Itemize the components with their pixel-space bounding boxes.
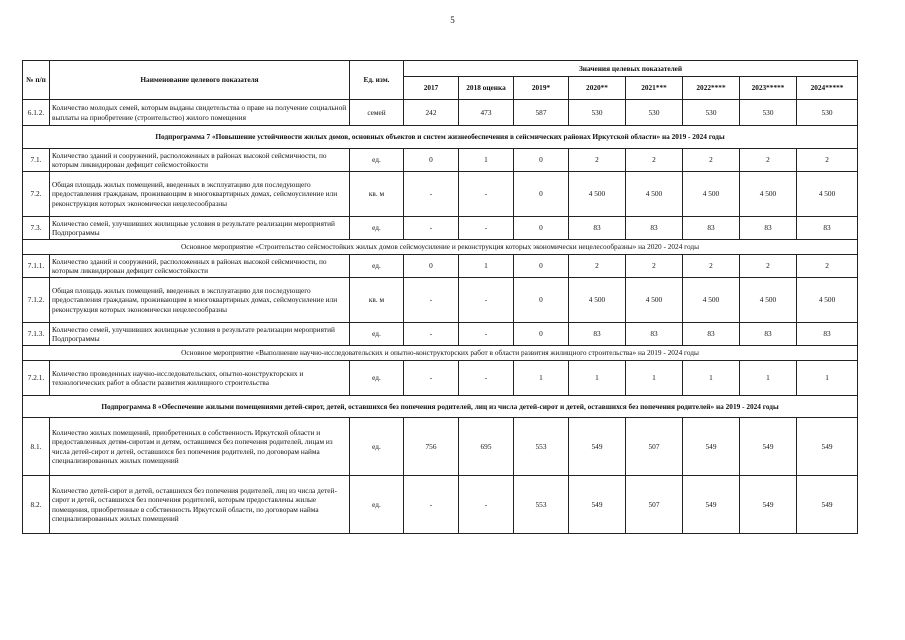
- unit-cell: ед.: [350, 418, 404, 476]
- header-year: 2018 оценка: [459, 77, 514, 100]
- table-row: [23, 323, 858, 346]
- indicator-name: Общая площадь жилых помещений, введенных в эксплуатацию для последующего предоставления гражданам, проживающим в многоквартирных домах, сейсмоусиление или реконструкция которых экономически нецелесообразны: [50, 172, 350, 217]
- value-cell: 1: [459, 149, 514, 172]
- value-cell: 549: [569, 418, 626, 476]
- table-row: [23, 418, 858, 476]
- row-number: 7.1.2.: [23, 278, 50, 323]
- value-cell: 4 500: [569, 278, 626, 323]
- value-cell: 242: [404, 100, 459, 126]
- row-number: 8.2.: [23, 476, 50, 534]
- value-cell: 2: [797, 255, 858, 278]
- value-cell: 530: [683, 100, 740, 126]
- value-cell: 4 500: [626, 172, 683, 217]
- row-number: 7.1.: [23, 149, 50, 172]
- value-cell: 549: [740, 476, 797, 534]
- value-cell: 4 500: [740, 172, 797, 217]
- value-cell: 2: [683, 149, 740, 172]
- value-cell: 2: [740, 149, 797, 172]
- value-cell: 4 500: [626, 278, 683, 323]
- value-cell: 507: [626, 476, 683, 534]
- value-cell: 1: [626, 361, 683, 396]
- table-row: [23, 172, 858, 217]
- value-cell: 0: [404, 149, 459, 172]
- value-cell: 530: [797, 100, 858, 126]
- activity-title: Основное мероприятие «Выполнение научно-исследовательских и опытно-конструкторских работ в области развития жилищного строительства» на 2019 - 2024 годы: [23, 346, 858, 361]
- activity-row: [23, 346, 858, 361]
- unit-cell: ед.: [350, 217, 404, 240]
- header-number: № п/п: [23, 61, 50, 100]
- value-cell: -: [459, 361, 514, 396]
- indicator-name: Количество молодых семей, которым выданы свидетельства о праве на получение социальной выплаты на приобретение (строительство) жилого помещения: [50, 100, 350, 126]
- value-cell: -: [404, 323, 459, 346]
- value-cell: 2: [683, 255, 740, 278]
- value-cell: 2: [626, 255, 683, 278]
- value-cell: 530: [740, 100, 797, 126]
- value-cell: 83: [569, 323, 626, 346]
- table-row: [23, 476, 858, 534]
- indicator-name: Количество жилых помещений, приобретенных в собственность Иркутской области и предоставленных детям-сиротам и детям, оставшимся без попечения родителей, лицам из числа детей-сирот и детей, оставшихся без попечения родителей, по договорам найма специализированных жилых помещений: [50, 418, 350, 476]
- unit-cell: кв. м: [350, 278, 404, 323]
- value-cell: 549: [683, 476, 740, 534]
- value-cell: 0: [514, 255, 569, 278]
- header-year: 2022****: [683, 77, 740, 100]
- indicator-name: Количество зданий и сооружений, расположенных в районах высокой сейсмичности, по которым ликвидирован дефицит сейсмостойкости: [50, 255, 350, 278]
- header-year: 2021***: [626, 77, 683, 100]
- value-cell: 0: [514, 172, 569, 217]
- value-cell: -: [459, 323, 514, 346]
- value-cell: 530: [569, 100, 626, 126]
- value-cell: 1: [569, 361, 626, 396]
- value-cell: 695: [459, 418, 514, 476]
- value-cell: 1: [459, 255, 514, 278]
- header-year: 2023*****: [740, 77, 797, 100]
- indicator-name: Количество зданий и сооружений, расположенных в районах высокой сейсмичности, по которым ликвидирован дефицит сейсмостойкости: [50, 149, 350, 172]
- header-year: 2017: [404, 77, 459, 100]
- value-cell: 1: [797, 361, 858, 396]
- value-cell: 1: [514, 361, 569, 396]
- value-cell: 2: [569, 149, 626, 172]
- header-values-group: Значения целевых показателей: [404, 61, 858, 77]
- value-cell: 549: [797, 476, 858, 534]
- subprogram-title: Подпрограмма 8 «Обеспечение жилыми помещениями детей-сирот, детей, оставшихся без попечения родителей, лиц из числа детей-сирот и детей, оставшихся без попечения родителей» на 2019 - 2024 годы: [23, 396, 858, 418]
- value-cell: 2: [626, 149, 683, 172]
- value-cell: 83: [797, 217, 858, 240]
- value-cell: 2: [740, 255, 797, 278]
- value-cell: 553: [514, 418, 569, 476]
- unit-cell: кв. м: [350, 172, 404, 217]
- row-number: 7.2.: [23, 172, 50, 217]
- row-number: 7.2.1.: [23, 361, 50, 396]
- value-cell: 0: [514, 149, 569, 172]
- value-cell: 553: [514, 476, 569, 534]
- row-number: 6.1.2.: [23, 100, 50, 126]
- table-row: [23, 255, 858, 278]
- value-cell: -: [459, 476, 514, 534]
- value-cell: 756: [404, 418, 459, 476]
- value-cell: 2: [569, 255, 626, 278]
- subprogram-title: Подпрограмма 7 «Повышение устойчивости жилых домов, основных объектов и систем жизнеобеспечения в сейсмических районах Иркутской области» на 2019 - 2024 годы: [23, 126, 858, 149]
- value-cell: 0: [514, 217, 569, 240]
- value-cell: 83: [683, 217, 740, 240]
- table-row: [23, 361, 858, 396]
- value-cell: 530: [626, 100, 683, 126]
- value-cell: 83: [626, 217, 683, 240]
- value-cell: 1: [683, 361, 740, 396]
- value-cell: 83: [626, 323, 683, 346]
- value-cell: -: [404, 476, 459, 534]
- table-row: [23, 149, 858, 172]
- row-number: 8.1.: [23, 418, 50, 476]
- value-cell: -: [459, 172, 514, 217]
- activity-row: [23, 240, 858, 255]
- value-cell: 549: [569, 476, 626, 534]
- table-row: [23, 278, 858, 323]
- unit-cell: ед.: [350, 361, 404, 396]
- value-cell: 83: [740, 323, 797, 346]
- value-cell: -: [404, 172, 459, 217]
- value-cell: 4 500: [569, 172, 626, 217]
- value-cell: 83: [740, 217, 797, 240]
- value-cell: 4 500: [797, 172, 858, 217]
- table-row: [23, 100, 858, 126]
- target-indicators-table: [22, 60, 858, 534]
- header-unit: Ед. изм.: [350, 61, 404, 100]
- indicator-name: Количество проведенных научно-исследовательских, опытно-конструкторских и технологических работ в области развития жилищного строительства: [50, 361, 350, 396]
- indicator-name: Количество детей-сирот и детей, оставшихся без попечения родителей, лиц из числа детей-сирот и детей, оставшихся без попечения родителей, которым предоставлены жилые помещения, приобретенные в собственность Иркутской области, по договорам найма специализированных жилых помещений: [50, 476, 350, 534]
- unit-cell: ед.: [350, 476, 404, 534]
- value-cell: 587: [514, 100, 569, 126]
- unit-cell: ед.: [350, 255, 404, 278]
- value-cell: 507: [626, 418, 683, 476]
- value-cell: 4 500: [683, 278, 740, 323]
- value-cell: 83: [683, 323, 740, 346]
- page-number: 5: [450, 15, 455, 25]
- row-number: 7.3.: [23, 217, 50, 240]
- value-cell: 4 500: [740, 278, 797, 323]
- value-cell: 2: [797, 149, 858, 172]
- unit-cell: семей: [350, 100, 404, 126]
- header-indicator-name: Наименование целевого показателя: [50, 61, 350, 100]
- value-cell: 549: [683, 418, 740, 476]
- row-number: 7.1.3.: [23, 323, 50, 346]
- value-cell: 473: [459, 100, 514, 126]
- value-cell: -: [404, 217, 459, 240]
- value-cell: 549: [797, 418, 858, 476]
- value-cell: 0: [514, 278, 569, 323]
- subprogram-row: [23, 126, 858, 149]
- value-cell: 4 500: [683, 172, 740, 217]
- header-year: 2019*: [514, 77, 569, 100]
- value-cell: -: [404, 278, 459, 323]
- indicator-name: Общая площадь жилых помещений, введенных в эксплуатацию для последующего предоставления гражданам, проживающим в многоквартирных домах, сейсмоусиление или реконструкция которых экономически нецелесообразны: [50, 278, 350, 323]
- value-cell: 83: [797, 323, 858, 346]
- table-row: [23, 217, 858, 240]
- unit-cell: ед.: [350, 149, 404, 172]
- indicator-name: Количество семей, улучшивших жилищные условия в результате реализации мероприятий Подпрограммы: [50, 217, 350, 240]
- activity-title: Основное мероприятие «Строительство сейсмостойких жилых домов сейсмоусиление и реконструкция которых экономически нецелесообразны» на 2020 - 2024 годы: [23, 240, 858, 255]
- unit-cell: ед.: [350, 323, 404, 346]
- indicator-name: Количество семей, улучшивших жилищные условия в результате реализации мероприятий Подпрограммы: [50, 323, 350, 346]
- value-cell: 0: [514, 323, 569, 346]
- value-cell: -: [459, 217, 514, 240]
- subprogram-row: [23, 396, 858, 418]
- value-cell: 1: [740, 361, 797, 396]
- row-number: 7.1.1.: [23, 255, 50, 278]
- value-cell: -: [404, 361, 459, 396]
- value-cell: 549: [740, 418, 797, 476]
- value-cell: 83: [569, 217, 626, 240]
- header-year: 2024*****: [797, 77, 858, 100]
- value-cell: -: [459, 278, 514, 323]
- value-cell: 4 500: [797, 278, 858, 323]
- header-year: 2020**: [569, 77, 626, 100]
- value-cell: 0: [404, 255, 459, 278]
- table-body: [23, 100, 858, 534]
